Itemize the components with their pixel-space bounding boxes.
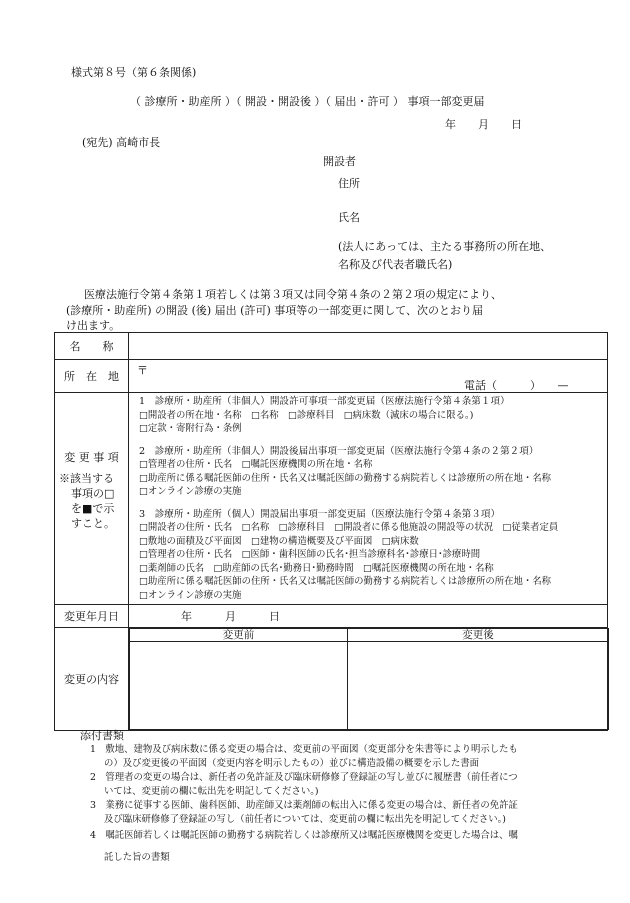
change-content-label: 変更の内容 xyxy=(55,628,129,731)
attachment-1-line-2: の）及び変更後の平面図（変更内容を明示したもの）並びに構造設備の概要を示した書面 xyxy=(104,758,480,769)
attachment-2-line-2: いては、変更前の欄に転出先を明記してください。) xyxy=(104,786,319,797)
change-content-cell xyxy=(129,628,608,731)
intro-line-1: 医療法施行令第４条第１項若しくは第３項又は同令第４条の２第２項の規定により、 xyxy=(84,288,502,301)
applicant-address-label: 住所 xyxy=(338,177,360,190)
section-2-checkboxes-1[interactable]: □管理者の住所・氏名 □嘱託医療機関の所在地・名称 xyxy=(139,459,373,470)
attachment-4-line-1: 4 嘱託医師若しくは嘱託医師の勤務する病院若しくは診療所又は嘱託医療機関を変更した場合は、嘱 xyxy=(90,830,518,841)
change-items-note-3: を■で示 xyxy=(71,502,115,515)
facility-name-label: 名 称 xyxy=(55,333,129,360)
section-3-checkboxes-6[interactable]: □オンライン診療の実施 xyxy=(139,589,242,601)
section-3-checkboxes-2[interactable]: □敷地の面積及び平面図 □建物の構造概要及び平面図 □病床数 xyxy=(139,535,419,547)
section-3-checkboxes-4[interactable]: □薬剤師の氏名 □助産師の氏名･勤務日･勤務時間 □嘱託医療機関の所在地・名称 xyxy=(139,562,494,574)
section-3-checkboxes-5[interactable]: □助産所に係る嘱託医師の住所・氏名又は嘱託医師の勤務する病院若しくは診療所の所在地・名称 xyxy=(139,576,551,587)
date-line: 年 月 日 xyxy=(445,118,522,131)
section-3-title: 3 診療所・助産所（個人）開設届出事項一部変更届（医療法施行令第４条第３項） xyxy=(139,508,501,520)
section-2-title: 2 診療所・助産所（非個人）開設後届出事項一部変更届（医療法施行令第４条の２第２項） xyxy=(139,445,539,457)
before-after-table xyxy=(129,628,609,730)
before-header: 変更前 xyxy=(130,629,348,642)
facility-name-field[interactable] xyxy=(129,333,608,360)
form-title: （ 診療所・助産所 ）（ 開設・開設後 ）（ 届出・許可 ） 事項一部変更届 xyxy=(130,95,485,108)
section-2-checkboxes-3[interactable]: □オンライン診療の実施 xyxy=(139,486,242,497)
change-form-table xyxy=(54,332,608,731)
attachment-3-line-1: 3 業務に従事する医師、歯科医師、助産師又は薬剤師の転出入に係る変更の場合は、新任者の免許証 xyxy=(90,800,518,811)
change-items-note-2: 事項の□ xyxy=(71,487,115,500)
change-items-label: 変 更 事 項 xyxy=(64,451,119,464)
after-header: 変更後 xyxy=(348,629,609,642)
corp-note-1: (法人にあっては、主たる事務所の所在地、 xyxy=(338,240,552,253)
addressee: (宛先) 高崎市長 xyxy=(82,136,161,149)
corp-note-2: 名称及び代表者職氏名) xyxy=(338,258,453,271)
intro-line-3: け出ます。 xyxy=(66,319,121,332)
section-1-title: 1 診療所・助産所（非個人）開設許可事項一部変更届（医療法施行令第４条第１項） xyxy=(139,396,510,407)
change-items-note-4: すこと。 xyxy=(71,517,115,530)
after-content-field[interactable] xyxy=(348,642,609,730)
change-items-options xyxy=(129,393,608,605)
facility-address-label: 所 在 地 xyxy=(55,360,129,393)
postal-mark: 〒 xyxy=(137,364,148,377)
phone-label: 電話（ ） — xyxy=(464,379,569,392)
facility-address-field[interactable] xyxy=(129,360,608,393)
applicant-role: 開設者 xyxy=(323,155,356,168)
attachment-3-line-2: 及び臨床研修修了登録証の写し（前任者については、変更前の欄に転出先を明記してください。) xyxy=(104,814,506,825)
attachment-4-line-2: 託した旨の書類 xyxy=(104,852,170,863)
attachment-2-line-1: 2 管理者の変更の場合は、新任者の免許証及び臨床研修修了登録証の写し並びに履歴書（前任者につ xyxy=(90,772,518,783)
section-2-checkboxes-2[interactable]: □助産所に係る嘱託医師の住所・氏名又は嘱託医師の勤務する病院若しくは診療所の所在地・名称 xyxy=(139,472,551,484)
section-3-checkboxes-1[interactable]: □開設者の住所・氏名 □名称 □診療科目 □開設者に係る他施設の開設等の状況 □従業者定員 xyxy=(139,522,559,533)
section-1-checkboxes-1[interactable]: □開設者の所在地・名称 □名称 □診療科目 □病床数（減床の場合に限る。) xyxy=(139,409,474,421)
change-date-label: 変更年月日 xyxy=(55,605,129,628)
applicant-name-label: 氏名 xyxy=(338,211,360,224)
attachment-1-line-1: 1 敷地、建物及び病床数に係る変更の場合は、変更前の平面図（変更部分を朱書等により明示したも xyxy=(90,744,518,755)
intro-line-2: (診療所・助産所) の開設 (後) 届出 (許可) 事項等の一部変更に関して、次のとおり届 xyxy=(66,304,484,317)
before-content-field[interactable] xyxy=(130,642,348,730)
change-items-note-1: ※該当する xyxy=(59,472,114,485)
form-number: 様式第８号（第６条関係) xyxy=(71,66,197,79)
section-1-checkboxes-2[interactable]: □定款・寄附行為・条例 xyxy=(139,423,242,434)
attachments-heading: 添付書類 xyxy=(80,729,124,742)
change-date-field[interactable]: 年 月 日 xyxy=(129,605,608,628)
section-3-checkboxes-3[interactable]: □管理者の住所・氏名 □医師・歯科医師の氏名･担当診療科名･診療日･診療時間 xyxy=(139,549,481,560)
change-items-label-cell xyxy=(55,393,129,605)
